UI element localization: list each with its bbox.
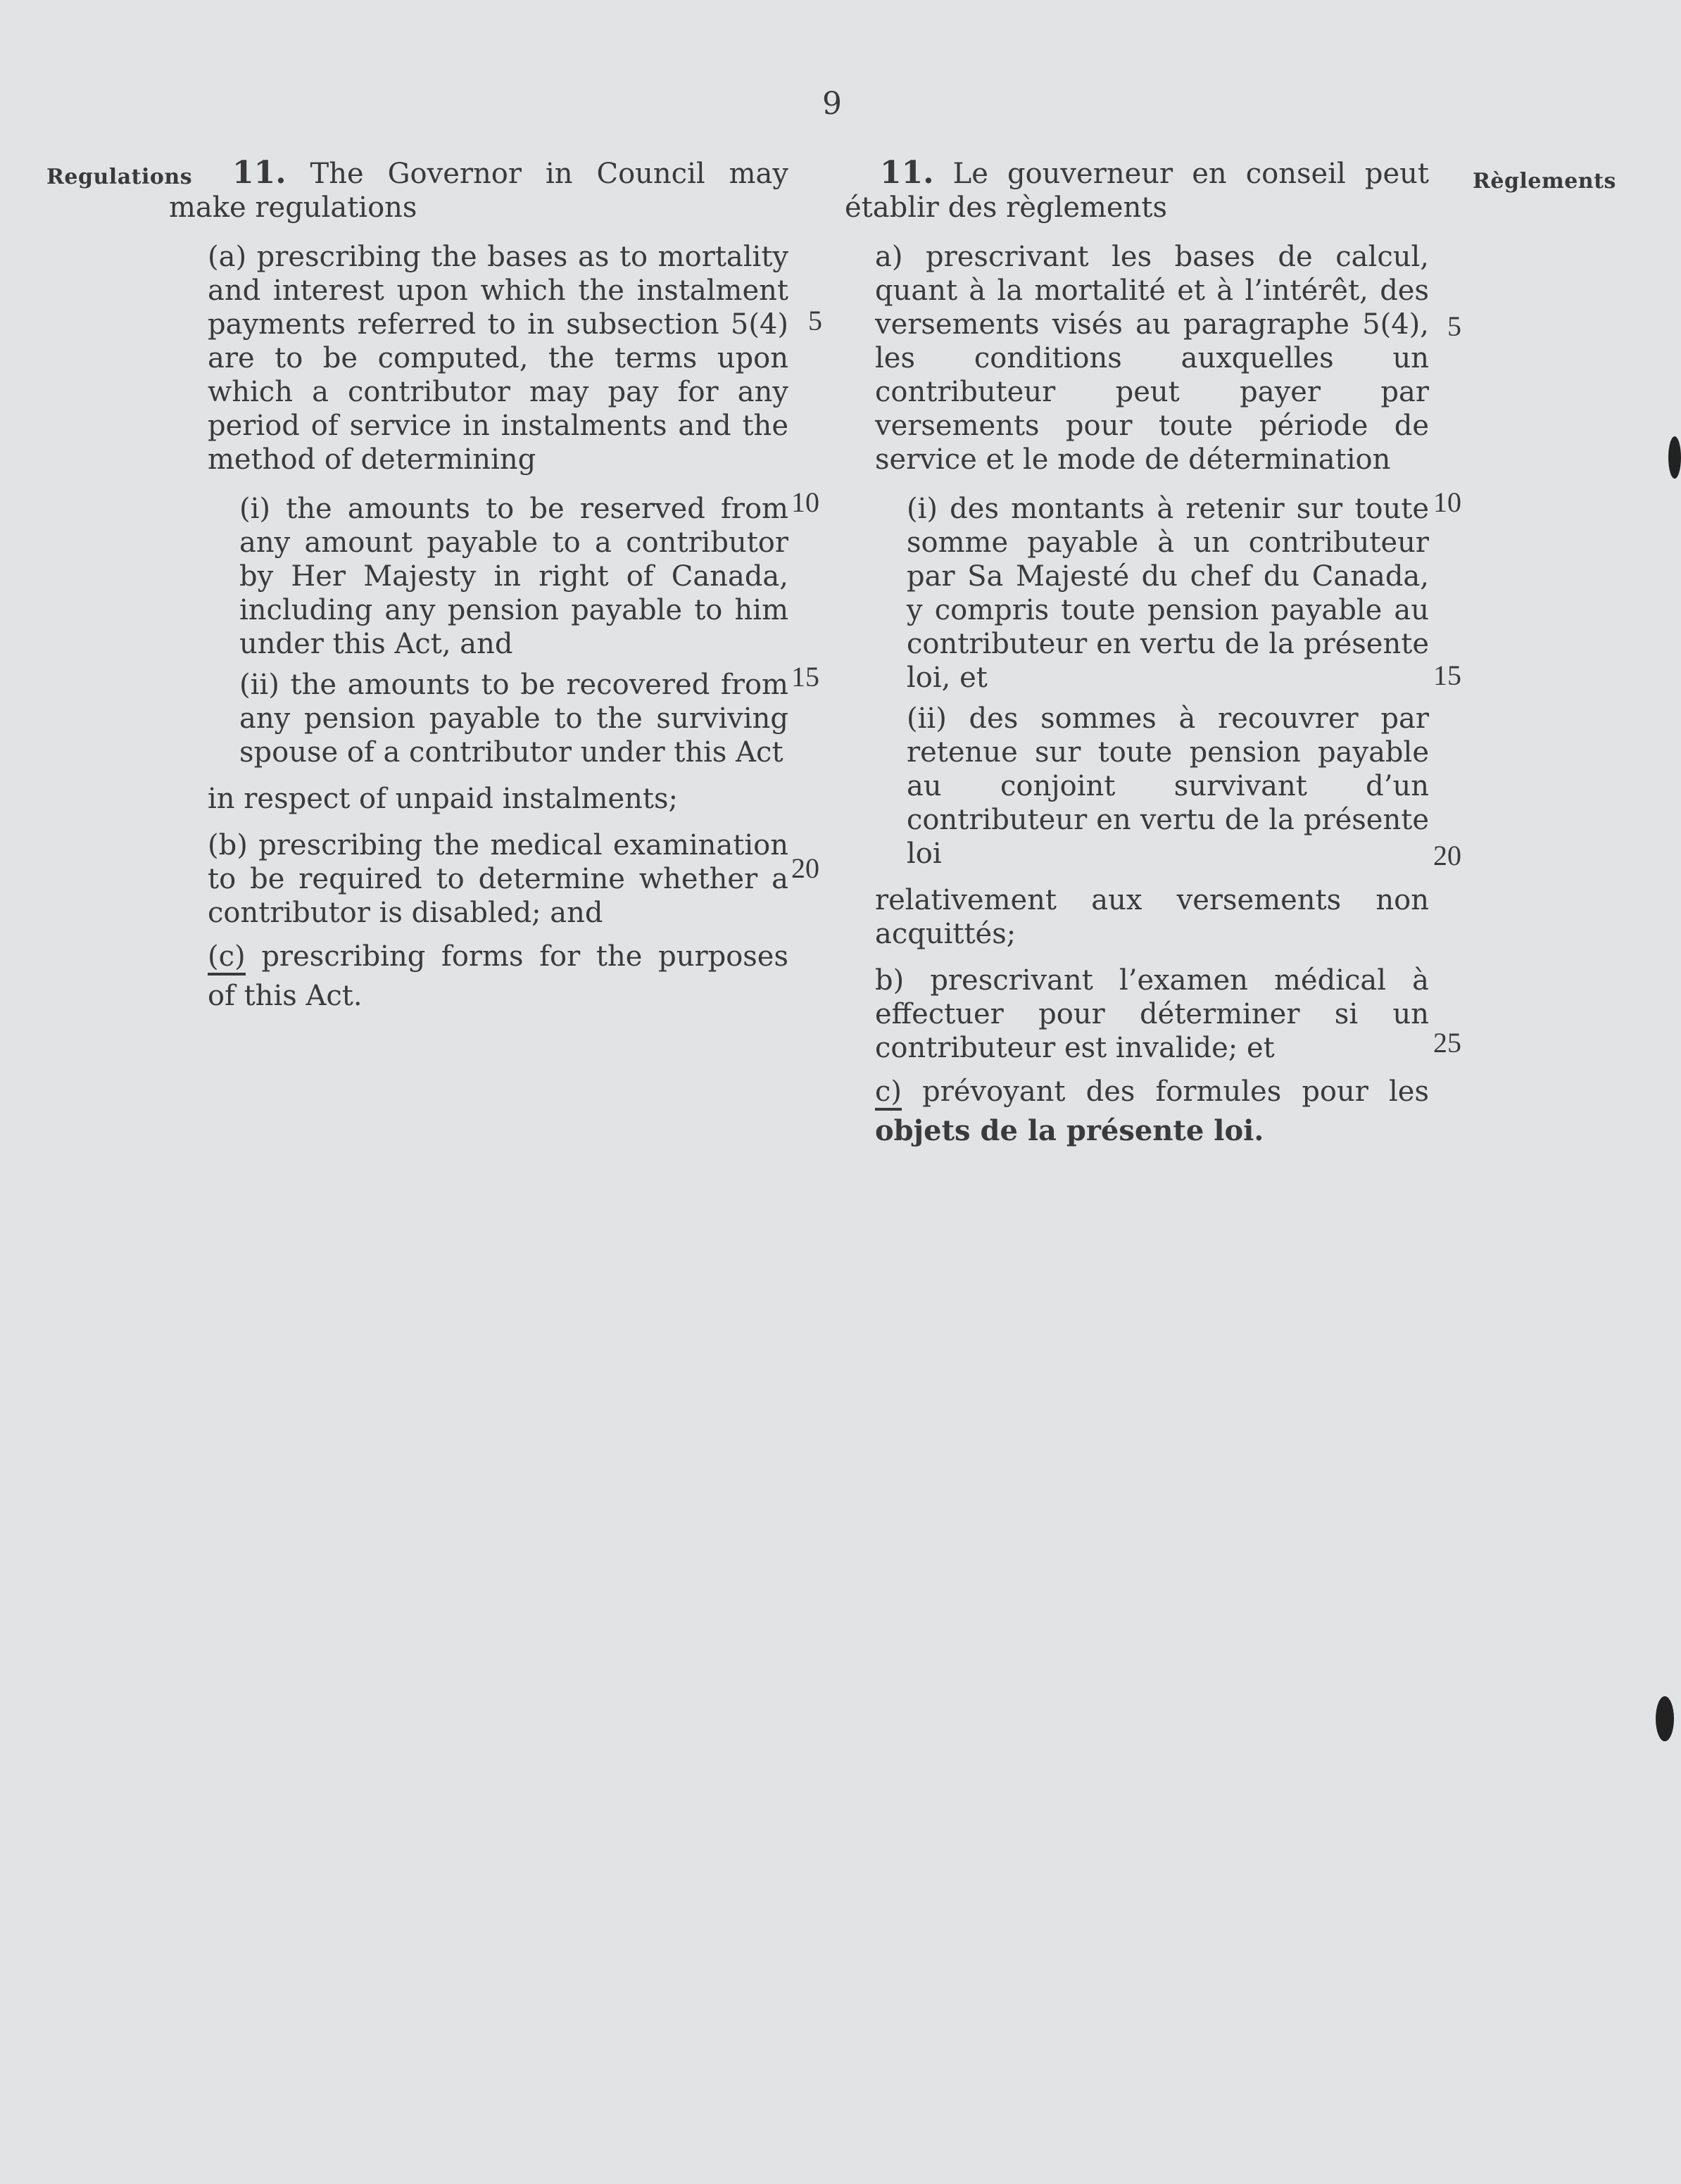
- french-line-number-5: 5: [1447, 310, 1461, 342]
- french-line-number-25: 25: [1433, 1027, 1461, 1059]
- margin-note-regulations: Regulations: [46, 165, 193, 189]
- french-para-a: a) prescrivant les bases de calcul, quant à la mortalité et à l’intérêt, des versements visés au paragraphe 5(4), les conditions auxquelles un contributeur peut payer par versements pour toute période de service et le mode de détermination: [875, 241, 1429, 476]
- binder-hole-mark-lower: [1656, 1696, 1674, 1741]
- english-para-c-label: (c): [208, 940, 246, 976]
- french-para-c-label: c): [875, 1075, 902, 1111]
- english-line-number-15: 15: [791, 661, 819, 693]
- english-section-intro: [169, 156, 788, 225]
- french-section-number: 11.: [880, 155, 934, 191]
- french-intro-text: Le gouverneur en conseil peut établir des règlements: [845, 158, 1429, 224]
- english-line-number-5: 5: [808, 305, 822, 336]
- english-section-number: 11.: [232, 155, 287, 191]
- french-column: [845, 156, 1429, 1151]
- english-column: [169, 155, 789, 1016]
- english-intro-text: The Governor in Council may make regulations: [169, 158, 788, 224]
- english-para-b: (b) prescribing the medical examination to be required to determine whether a contributor is disabled; and: [208, 829, 788, 929]
- french-closing-words: relativement aux versements non acquittés;: [875, 884, 1429, 950]
- english-line-number-20: 20: [791, 852, 819, 884]
- english-subpara-i: (i) the amounts to be reserved from any amount payable to a contributor by Her Majesty in right of Canada, including any pension payable to him under this Act, and: [239, 493, 788, 660]
- english-closing-words: in respect of unpaid instalments;: [208, 783, 678, 815]
- english-para-a: (a) prescribing the bases as to mortality and interest upon which the instalment payments referred to in subsection 5(4) are to be computed, the terms upon which a contributor may pay for any period of service in instalments and the method of determining: [208, 241, 788, 476]
- english-subpara-ii: (ii) the amounts to be recovered from any pension payable to the surviving spouse of a contributor under this Act: [239, 669, 788, 769]
- french-subpara-ii: (ii) des sommes à recouvrer par retenue sur toute pension payable au conjoint survivant d’un contributeur en vertu de la présente loi: [907, 702, 1429, 870]
- margin-note-reglements: Règlements: [1473, 169, 1616, 194]
- french-subpara-i: (i) des montants à retenir sur toute somme payable à un contributeur par Sa Majesté du chef du Canada, y compris toute pension payable au contributeur en vertu de la présente loi, et: [907, 493, 1429, 694]
- french-line-number-20: 20: [1433, 840, 1461, 871]
- page-number: 9: [822, 86, 842, 122]
- french-para-b: b) prescrivant l’examen médical à effectuer pour déterminer si un contributeur est invalide; et: [875, 964, 1429, 1064]
- french-section-intro: [845, 156, 1429, 225]
- french-para-c-text: prévoyant des formules pour les: [922, 1075, 1430, 1108]
- english-line-number-10: 10: [791, 486, 819, 518]
- binder-hole-mark-upper: [1668, 436, 1681, 479]
- french-line-number-10: 10: [1433, 486, 1461, 518]
- english-para-c-text: prescribing forms for the purposes of this Act.: [208, 940, 789, 1012]
- english-para-c: [176, 937, 788, 1016]
- french-para-c: [845, 1072, 1429, 1151]
- french-para-c-bold-text: objets de la présente loi.: [875, 1114, 1264, 1147]
- french-line-number-15: 15: [1433, 659, 1461, 691]
